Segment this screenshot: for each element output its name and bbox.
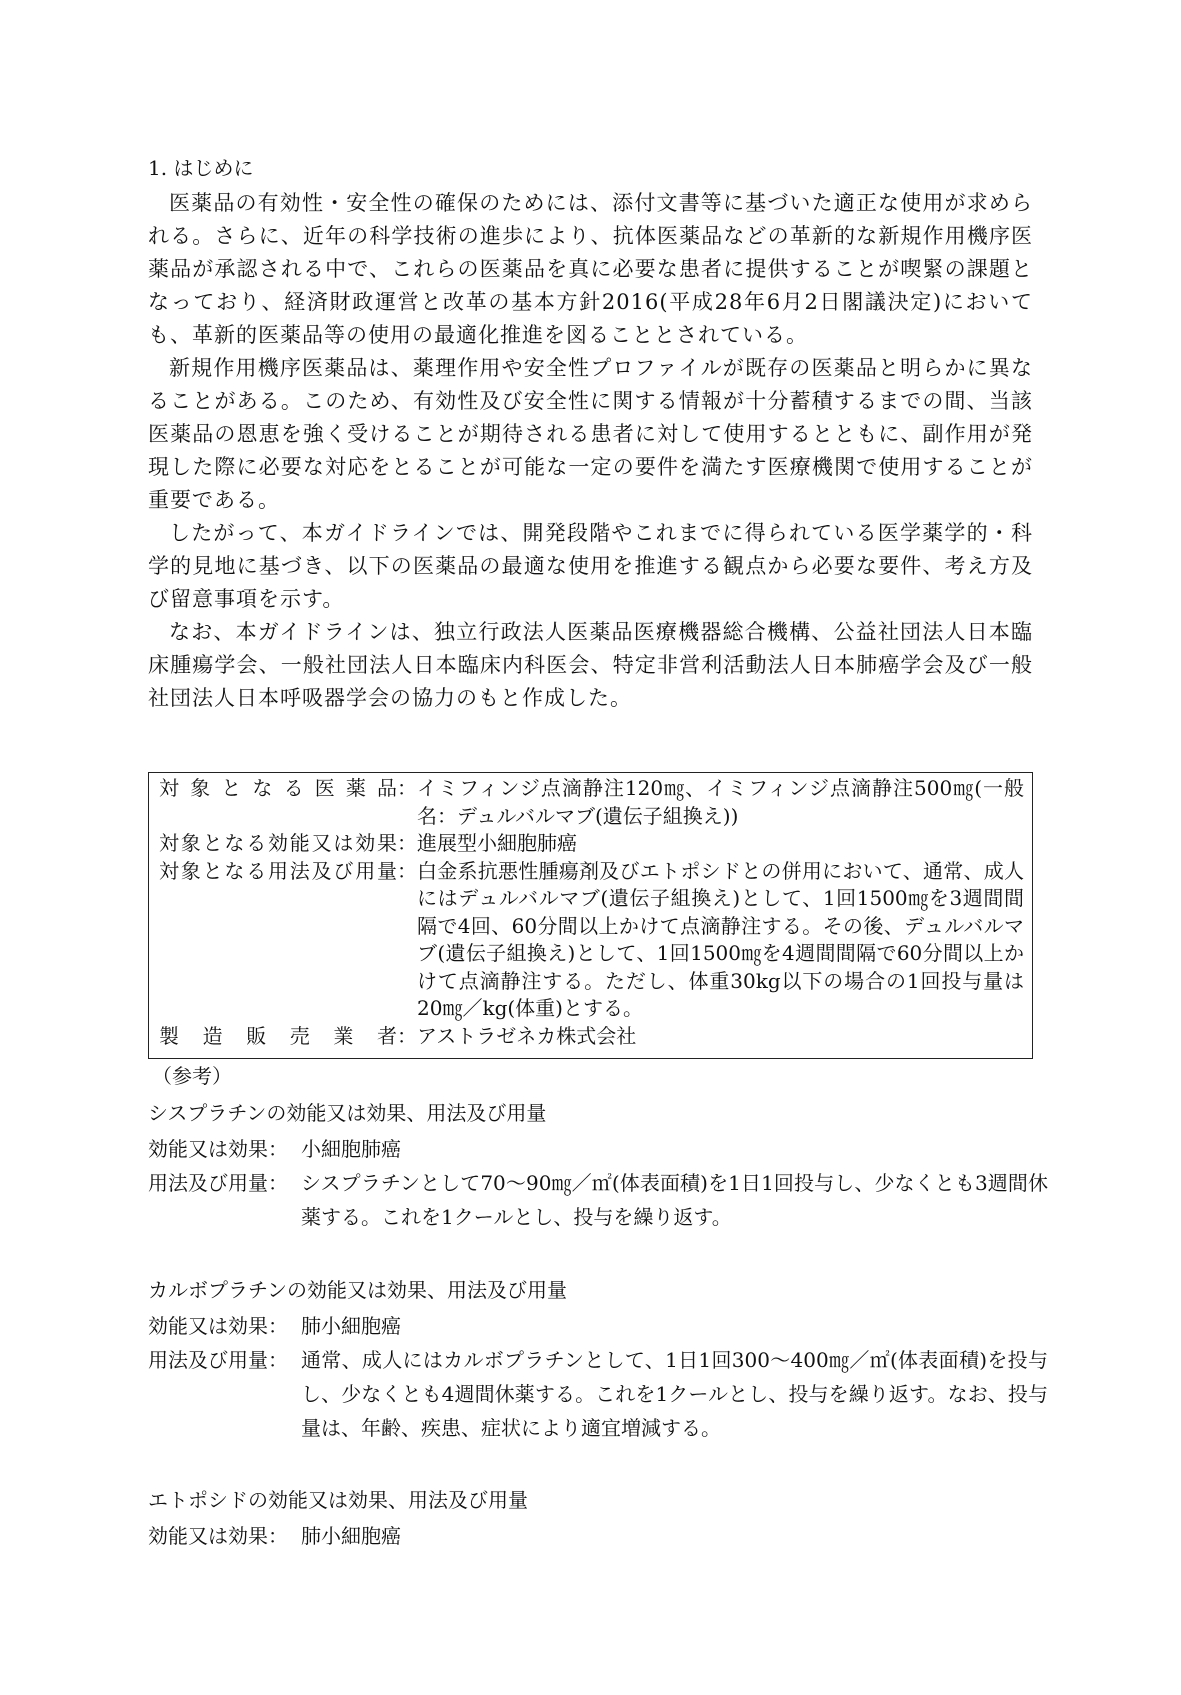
dosage-row (148, 1166, 1048, 1234)
drug-title: エトポシドの効能又は効果、用法及び用量 (148, 1488, 528, 1512)
intro-paragraph: 新規作用機序医薬品は、薬理作用や安全性プロファイルが既存の医薬品と明らかに異なることがある。このため、有効性及び安全性に関する情報が十分蓄積するまでの間、当該医薬品の恩恵を強く受けることが期待される患者に対して使用するとともに、副作用が発現した際に必要な対応をとることが可能な一定の要件を満たす医療機関で使用することが重要である。 (148, 356, 1033, 512)
drug-title: シスプラチンの効能又は効果、用法及び用量 (148, 1101, 547, 1125)
efficacy-label: 効能又は効果： (148, 1314, 288, 1338)
intro-paragraph: なお、本ガイドラインは、独立行政法人医薬品医療機器総合機構、公益社団法人日本臨床腫瘍学会、一般社団法人日本臨床内科医会、特定非営利活動法人日本肺癌学会及び一般社団法人日本呼吸器学会の協力のもと作成した。 (148, 620, 1033, 710)
section-heading: 1. はじめに (148, 156, 254, 180)
info-row-efficacy (159, 830, 1024, 858)
intro-paragraph: したがって、本ガイドラインでは、開発段階やこれまでに得られている医学薬学的・科学的見地に基づき、以下の医薬品の最適な使用を推進する観点から必要な要件、考え方及び留意事項を示す。 (148, 521, 1033, 611)
colon: ： (397, 1023, 417, 1048)
drug-title: カルボプラチンの効能又は効果、用法及び用量 (148, 1278, 567, 1302)
reference-drug-cisplatin (148, 1096, 1048, 1234)
efficacy-value: 小細胞肺癌 (301, 1137, 401, 1161)
efficacy-label: 効能又は効果： (148, 1137, 288, 1161)
dosage-value: 通常、成人にはカルボプラチンとして、1日1回300～400㎎／㎡(体表面積)を投与し、少なくとも4週間休薬する。これを1クールとし、投与を繰り返す。なお、投与量は、年齢、疾患、症状により適宜増減する。 (301, 1348, 1048, 1440)
intro-paragraph: 医薬品の有効性・安全性の確保のためには、添付文書等に基づいた適正な使用が求められる。さらに、近年の科学技術の進歩により、抗体医薬品などの革新的な新規作用機序医薬品が承認される中で、これらの医薬品を真に必要な患者に提供することが喫緊の課題となっており、経済財政運営と改革の基本方針2016(平成28年6月2日閣議決定)においても、革新的医薬品等の使用の最適化推進を図ることとされている。 (148, 191, 1033, 347)
colon: ： (397, 776, 417, 800)
dosage-value: シスプラチンとして70～90㎎／㎡(体表面積)を1日1回投与し、少なくとも3週間休薬する。これを1クールとし、投与を繰り返す。 (301, 1171, 1048, 1229)
reference-drug-etoposide (148, 1483, 1048, 1553)
efficacy-row (148, 1132, 1048, 1166)
drug-info-box (148, 772, 1033, 1059)
efficacy-row (148, 1519, 1048, 1553)
info-label-cell (159, 830, 417, 858)
colon: ： (397, 831, 417, 855)
info-label-cell (159, 775, 417, 830)
info-value: アストラゼネカ株式会社 (417, 1023, 637, 1048)
info-row-manufacturer (159, 1023, 1024, 1051)
intro-body (148, 187, 1033, 715)
info-value: イミフィンジ点滴静注120㎎、イミフィンジ点滴静注500㎎(一般名：デュルバルマブ(遺伝子組換え)) (417, 776, 1024, 828)
dosage-label: 用法及び用量： (148, 1348, 288, 1372)
info-label-cell (159, 1023, 417, 1051)
info-label: 対象となる医薬品 (159, 776, 397, 800)
efficacy-value: 肺小細胞癌 (301, 1524, 401, 1548)
dosage-row (148, 1343, 1048, 1445)
efficacy-value: 肺小細胞癌 (301, 1314, 401, 1338)
dosage-label: 用法及び用量： (148, 1171, 288, 1195)
info-label: 対象となる効能又は効果 (159, 831, 397, 855)
reference-note: （参考） (152, 1064, 232, 1088)
reference-drug-carboplatin (148, 1273, 1048, 1445)
efficacy-row (148, 1309, 1048, 1343)
info-value: 進展型小細胞肺癌 (417, 831, 577, 855)
info-label: 製造販売業者 (159, 1023, 397, 1048)
colon: ： (397, 858, 417, 883)
info-value: 白金系抗悪性腫瘍剤及びエトポシドとの併用において、通常、成人にはデュルバルマブ(遺伝子組換え)として、1回1500㎎を3週間間隔で4回、60分間以上かけて点滴静注する。その後、デュルバルマブ(遺伝子組換え)として、1回1500㎎を4週間間隔で60分間以上かけて点滴静注する。ただし、体重30kg以下の場合の1回投与量は20㎎／kg(体重)とする。 (417, 858, 1024, 1020)
efficacy-label: 効能又は効果： (148, 1524, 288, 1548)
info-label: 対象となる用法及び用量 (159, 858, 397, 883)
info-row-drug (159, 775, 1024, 830)
info-label-cell (159, 858, 417, 1023)
info-row-dosage (159, 858, 1024, 1023)
